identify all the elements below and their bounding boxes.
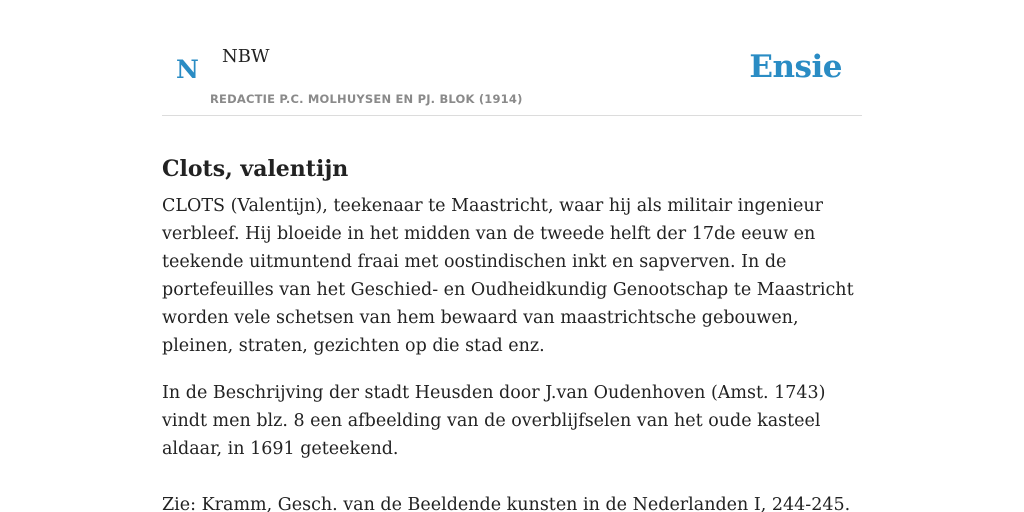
article-paragraph: In de Beschrijving der stadt Heusden door J.van Oudenhoven (Amst. 1743) vindt men blz. 8 een afbeelding van de overblijfselen van het oude kasteel aldaar, in 1691 geteekend. <box>162 383 826 459</box>
ensie-logo[interactable]: Ensie <box>749 49 842 85</box>
source-editors: REDACTIE P.C. MOLHUYSEN EN PJ. BLOK (1914) <box>210 92 523 106</box>
source-header <box>162 40 862 116</box>
article-title: Clots, valentijn <box>162 155 349 182</box>
article-paragraph: CLOTS (Valentijn), teekenaar te Maastricht, waar hij als militair ingenieur verbleef. Hij bloeide in het midden van de tweede helft der 17de eeuw en teekende uitmuntend fraai met oostindischen inkt en sapverven. In de portefeuilles van het Geschied- en Oudheidkundig Genootschap te Maastricht worden vele schetsen van hem bewaard van maastrichtsche gebouwen, pleinen, straten, gezichten op die stad enz. <box>162 196 854 356</box>
source-name[interactable]: NBW <box>222 46 270 67</box>
article-reference: Zie: Kramm, Gesch. van de Beeldende kunsten in de Nederlanden I, 244-245. <box>162 495 851 512</box>
source-logo[interactable]: N <box>176 55 199 84</box>
article-page <box>162 0 862 512</box>
